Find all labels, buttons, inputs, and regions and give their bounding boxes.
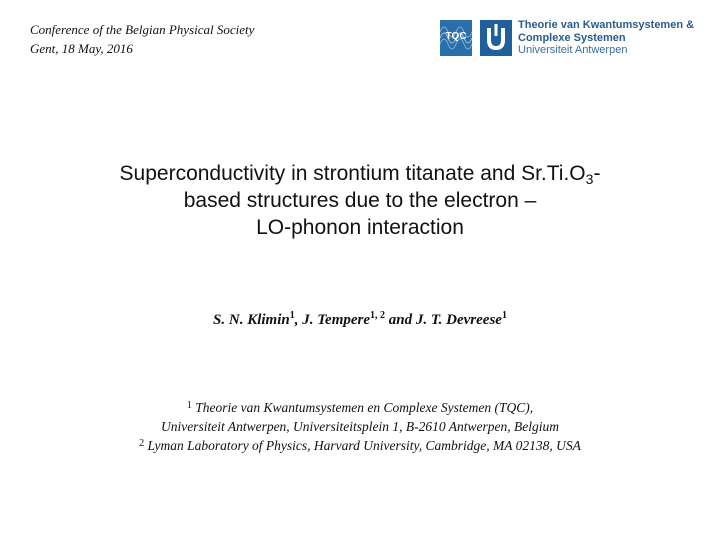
conference-info: [30, 20, 254, 58]
author-2-affiliation: 1, 2: [370, 310, 386, 321]
conference-name: Conference of the Belgian Physical Society: [30, 22, 255, 37]
institution-name-line1: Theorie van Kwantumsystemen &: [518, 19, 695, 32]
title-line2: based structures due to the electron –: [183, 189, 537, 212]
institution-name: [518, 19, 694, 57]
author-3: J. T. Devreese: [415, 312, 502, 328]
title-line1: [60, 160, 660, 187]
institution-name-line2: Complexe Systemen: [518, 31, 626, 44]
affiliation-1-text: Theorie van Kwantumsystemen en Complexe Systemen (TQC),: [191, 400, 534, 415]
institution-logos: [440, 18, 694, 58]
institution-name-line3: Universiteit Antwerpen: [518, 44, 628, 57]
tqc-logo-icon: [440, 20, 472, 56]
affiliation-1-line2: Universiteit Antwerpen, Universiteitsplein 1, B-2610 Antwerpen, Belgium: [160, 419, 560, 434]
author-list: [60, 310, 660, 329]
affiliation-1-line1: [60, 398, 660, 417]
university-antwerp-logo-icon: [480, 20, 512, 56]
author-separator: and: [385, 312, 416, 328]
title-line1-text: Superconductivity in strontium titanate and Sr.Ti.O: [119, 162, 586, 185]
affiliation-1-number: 1: [186, 400, 192, 411]
title-line3: LO-phonon interaction: [256, 216, 464, 239]
author-3-affiliation: 1: [501, 310, 507, 321]
affiliation-2-number: 2: [139, 438, 145, 449]
author-2: J. Tempere: [302, 312, 371, 328]
author-1-affiliation: 1: [289, 310, 295, 321]
title-line1-suffix: -: [593, 162, 601, 185]
author-1: S. N. Klimin: [213, 312, 290, 328]
conference-date: Gent, 18 May, 2016: [30, 41, 133, 56]
author-separator: ,: [294, 312, 303, 328]
slide-title: [60, 160, 660, 241]
affiliations: [60, 398, 660, 455]
title-subscript: 3: [585, 171, 594, 187]
affiliation-2-text: Lyman Laboratory of Physics, Harvard University, Cambridge, MA 02138, USA: [144, 438, 581, 453]
affiliation-2-line1: [60, 436, 660, 455]
tqc-label: TQC: [445, 31, 467, 42]
